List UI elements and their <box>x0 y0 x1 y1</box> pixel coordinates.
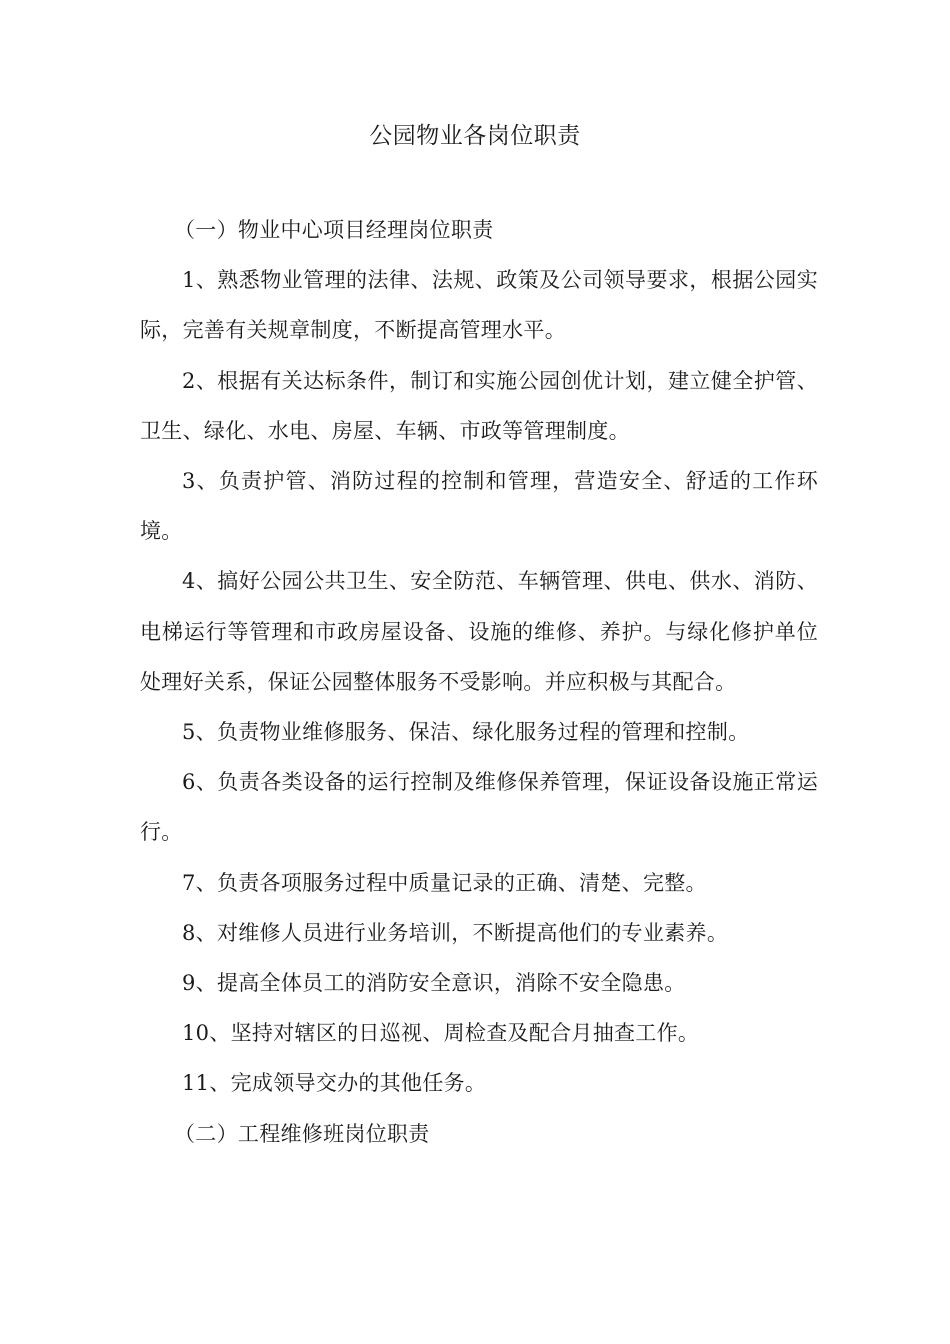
section-heading-2: （二）工程维修班岗位职责 <box>174 1121 430 1146</box>
duty-item-2: 2、根据有关达标条件，制订和实施公园创优计划，建立健全护管、卫生、绿化、水电、房屋、车辆、市政等管理制度。 <box>140 368 818 443</box>
duty-item-7: 7、负责各项服务过程中质量记录的正确、清楚、完整。 <box>182 870 707 895</box>
duty-item-4: 4、搞好公园公共卫生、安全防范、车辆管理、供电、供水、消防、电梯运行等管理和市政房屋设备、设施的维修、养护。与绿化修护单位处理好关系，保证公园整体服务不受影响。并应积极与其配合。 <box>140 569 818 694</box>
section-heading-1: （一）物业中心项目经理岗位职责 <box>174 218 494 242</box>
duty-item-3: 3、负责护管、消防过程的控制和管理，营造安全、舒适的工作环境。 <box>140 469 818 544</box>
document-body <box>140 205 818 1159</box>
duty-item-8: 8、对维修人员进行业务培训，不断提高他们的专业素养。 <box>182 920 729 945</box>
duty-item-1: 1、熟悉物业管理的法律、法规、政策及公司领导要求，根据公园实际，完善有关规章制度，不断提高管理水平。 <box>140 268 818 343</box>
duty-item-5: 5、负责物业维修服务、保洁、绿化服务过程的管理和控制。 <box>182 720 750 745</box>
duty-item-6: 6、负责各类设备的运行控制及维修保养管理，保证设备设施正常运行。 <box>140 770 818 845</box>
duty-item-9: 9、提高全体员工的消防安全意识，消除不安全隐患。 <box>182 971 686 996</box>
document-title: 公园物业各岗位职责 <box>369 123 581 149</box>
duty-item-10: 10、坚持对辖区的日巡视、周检查及配合月抽查工作。 <box>182 1021 700 1046</box>
duty-item-11: 11、完成领导交办的其他任务。 <box>182 1071 487 1096</box>
